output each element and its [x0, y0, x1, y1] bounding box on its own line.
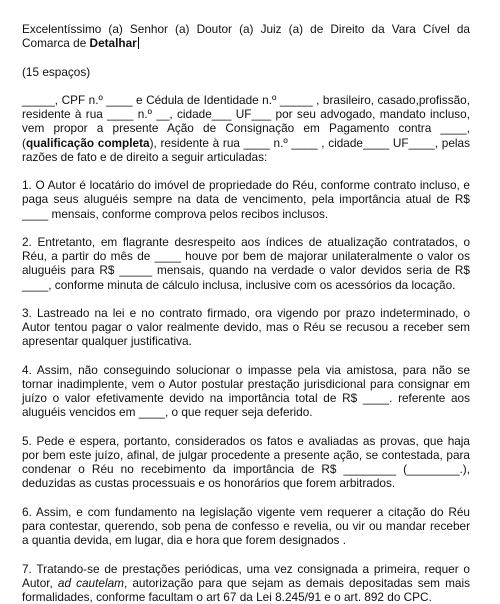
header-text: Excelentíssimo (a) Senhor (a) Doutor (a) Juiz (a) de Direito da Vara Cível da Comarca de: [22, 22, 470, 51]
paragraph-7-text-1: 7. Tratando-se de prestações periódicas, uma vez consignada a primeira, requer o Autor,: [22, 561, 470, 590]
spacing-note: (15 espaços): [22, 64, 91, 79]
paragraph-6: 6. Assim, e com fundamento na legislação vigente vem requerer a citação do Réu para contestar, querendo, sob pena de confesso e revelia, ou vir ou mandar receber a quantia devida, em lugar, dia e hora que forem designados .: [22, 504, 470, 548]
header-bold-placeholder: Detalhar: [89, 36, 137, 51]
header-paragraph: [22, 22, 470, 50]
paragraph-1: 1. O Autor é locatário do imóvel de propriedade do Réu, conforme contrato incluso, e paga seus aluguéis sempre na data de vencimento, pela importância atual de R$ ____ mensais, conforme comprova pelos recibos inclusos.: [22, 178, 470, 221]
paragraph-7-text-2: , autorização para que sejam as demais depositadas sem mais formalidades, conforme facultam o art 67 da Lei 8.245/91 e o art. 892 do CPC.: [22, 575, 470, 604]
paragraph-7: [22, 562, 470, 604]
qualification-text-1: _____, CPF n.º ____ e Cédula de Identidade n.º _____ , brasileiro, casado,profissão, residente à rua ____ n.º __, cidade___ UF___ por seu advogado, mandato incluso, vem propor a presente Ação de Consignação em Pagamento contra ____, (: [22, 92, 470, 150]
paragraph-2: 2. Entretanto, em flagrante desrespeito aos índices de atualização contratados, o Réu, a partir do mês de ____ houve por bem de majorar unilateralmente o valor os aluguéis para R$ _____ mensais, quando na verdade o valor devidos seria de R$ ____, conforme minuta de cálculo inclusa, inclusive com os acessórios da locação.: [22, 234, 470, 292]
paragraph-7-italic: ad cautelam: [57, 575, 124, 590]
paragraph-3: 3. Lastreado na lei e no contrato firmado, ora vigendo por prazo indeterminado, o Autor tentou pagar o valor realmente devido, mas o Réu se recusou a receber sem apresentar qualquer justificativa.: [22, 305, 470, 349]
qualification-paragraph: [22, 93, 470, 164]
qualification-text-2: ), residente à rua ____ n.º ____ , cidade____ UF____, pelas razões de fato e de direito a seguir articuladas:: [22, 135, 470, 164]
text-cursor: [138, 37, 139, 49]
paragraph-5: 5. Pede e espera, portanto, considerados os fatos e avaliadas as provas, que haja por bem este juízo, afinal, de julgar procedente a presente ação, se contestada, para condenar o Réu no recebimento da importância de R$ ________ (________.), deduzidas as custas processuais e os honorários que forem arbitrados.: [22, 433, 470, 491]
qualification-bold: qualificação completa: [25, 135, 150, 150]
paragraph-4: 4. Assim, não conseguindo solucionar o impasse pela via amistosa, para não se tornar inadimplente, vem o Autor postular prestação jurisdicional para consignar em juízo o valor efetivamente devido na importância total de R$ ____. referente aos aluguéis vencidos em ____, o que requer seja deferido.: [22, 362, 470, 420]
